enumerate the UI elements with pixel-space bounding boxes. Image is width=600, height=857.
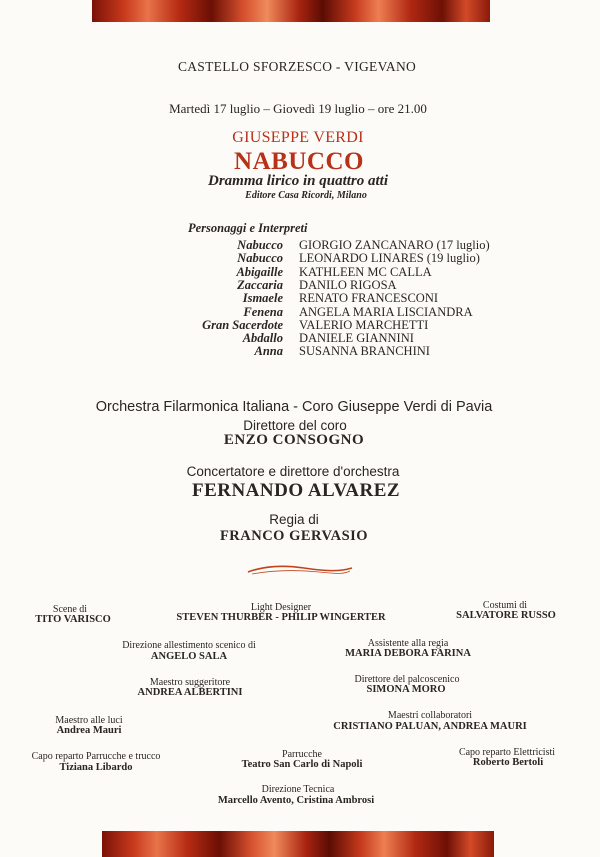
conductor-label: Concertatore e direttore d'orchestra <box>186 464 400 479</box>
credit-label: Maestro suggeritore <box>149 677 231 688</box>
cast-role: Abigaille <box>236 264 283 279</box>
chorus-director-label: Direttore del coro <box>243 418 347 433</box>
cast-row <box>0 331 600 344</box>
ensembles: Orchestra Filarmonica Italiana - Coro Giuseppe Verdi di Pavia <box>95 399 493 415</box>
credit-label: Scene di <box>52 604 88 615</box>
decorative-bottom-band <box>102 831 494 857</box>
conductor: FERNANDO ALVAREZ <box>191 480 401 501</box>
cast-role: Abdallo <box>242 331 283 346</box>
credit-name: Marcello Avento, Cristina Ambrosi <box>217 795 375 806</box>
credit-label: Capo reparto Parrucche e trucco <box>31 751 161 762</box>
cast-row <box>0 251 600 264</box>
cast-performer: VALERIO MARCHETTI <box>299 317 429 332</box>
opera-subtitle: Dramma lirico in quattro atti <box>207 173 389 189</box>
cast-heading: Personaggi e Interpreti <box>188 221 308 235</box>
credit-label: Direzione Tecnica <box>261 784 335 795</box>
cast-role: Fenena <box>243 304 283 319</box>
cast-performer: GIORGIO ZANCANARO (17 luglio) <box>299 238 490 252</box>
credit-name: Andrea Mauri <box>56 725 122 736</box>
credit-label: Direttore del palcoscenico <box>354 674 460 685</box>
cast-role: Anna <box>254 344 283 359</box>
cast-row <box>0 238 600 251</box>
cast-role: Gran Sacerdote <box>202 317 283 332</box>
performance-dates: Martedì 17 luglio – Giovedì 19 luglio – ore 21.00 <box>169 101 427 116</box>
credit-label: Maestri collaboratori <box>387 710 473 721</box>
credit-label: Assistente alla regia <box>367 638 449 649</box>
credit-name: ANGELO SALA <box>150 651 228 662</box>
credit-name: Roberto Bertoli <box>472 757 544 768</box>
decorative-top-band <box>92 0 490 22</box>
credit-name: Tiziana Libardo <box>59 762 133 773</box>
credit-label: Parrucche <box>282 749 322 760</box>
cast-role: Nabucco <box>237 251 283 266</box>
cast-row <box>0 265 600 278</box>
credit-name: ANDREA ALBERTINI <box>137 687 243 698</box>
stage-director: FRANCO GERVASIO <box>219 528 369 544</box>
credit-name: STEVEN THURBER - PHILIP WINGERTER <box>176 612 386 623</box>
cast-row <box>0 278 600 291</box>
credit-name: SIMONA MORO <box>366 684 446 695</box>
credit-label: Direzione allestimento scenico di <box>122 640 256 651</box>
publisher: Editore Casa Ricordi, Milano <box>245 190 367 201</box>
stage-director-label: Regia di <box>269 512 319 527</box>
cast-row <box>0 291 600 304</box>
cast-performer: SUSANNA BRANCHINI <box>299 344 430 359</box>
credit-label: Capo reparto Elettricisti <box>458 747 556 758</box>
cast-role: Zaccaria <box>237 277 283 292</box>
chorus-director: ENZO CONSOGNO <box>223 432 365 448</box>
cast-performer: LEONARDO LINARES (19 luglio) <box>299 251 480 266</box>
credit-label: Maestro alle luci <box>55 715 123 726</box>
cast-performer: ANGELA MARIA LISCIANDRA <box>299 304 473 319</box>
credit-name: CRISTIANO PALUAN, ANDREA MAURI <box>333 721 527 732</box>
cast-role: Ismaele <box>242 291 283 306</box>
credit-name: Teatro San Carlo di Napoli <box>241 759 363 770</box>
venue: CASTELLO SFORZESCO - VIGEVANO <box>177 59 417 74</box>
ornament-flourish-icon <box>244 562 356 578</box>
cast-performer: RENATO FRANCESCONI <box>299 291 439 306</box>
credit-name: MARIA DEBORA FARINA <box>345 648 471 659</box>
credit-label: Light Designer <box>250 602 312 613</box>
credit-name: TITO VARISCO <box>35 614 111 625</box>
cast-row <box>0 305 600 318</box>
cast-row <box>0 344 600 357</box>
cast-performer: DANILO RIGOSA <box>299 277 397 292</box>
credit-label: Costumi di <box>482 600 528 611</box>
cast-performer: DANIELE GIANNINI <box>299 331 414 346</box>
cast-row <box>0 318 600 331</box>
opera-title: NABUCCO <box>234 148 364 175</box>
credit-name: SALVATORE RUSSO <box>456 610 556 621</box>
cast-performer: KATHLEEN MC CALLA <box>299 264 432 279</box>
composer: GIUSEPPE VERDI <box>232 129 364 146</box>
cast-role: Nabucco <box>237 238 283 252</box>
